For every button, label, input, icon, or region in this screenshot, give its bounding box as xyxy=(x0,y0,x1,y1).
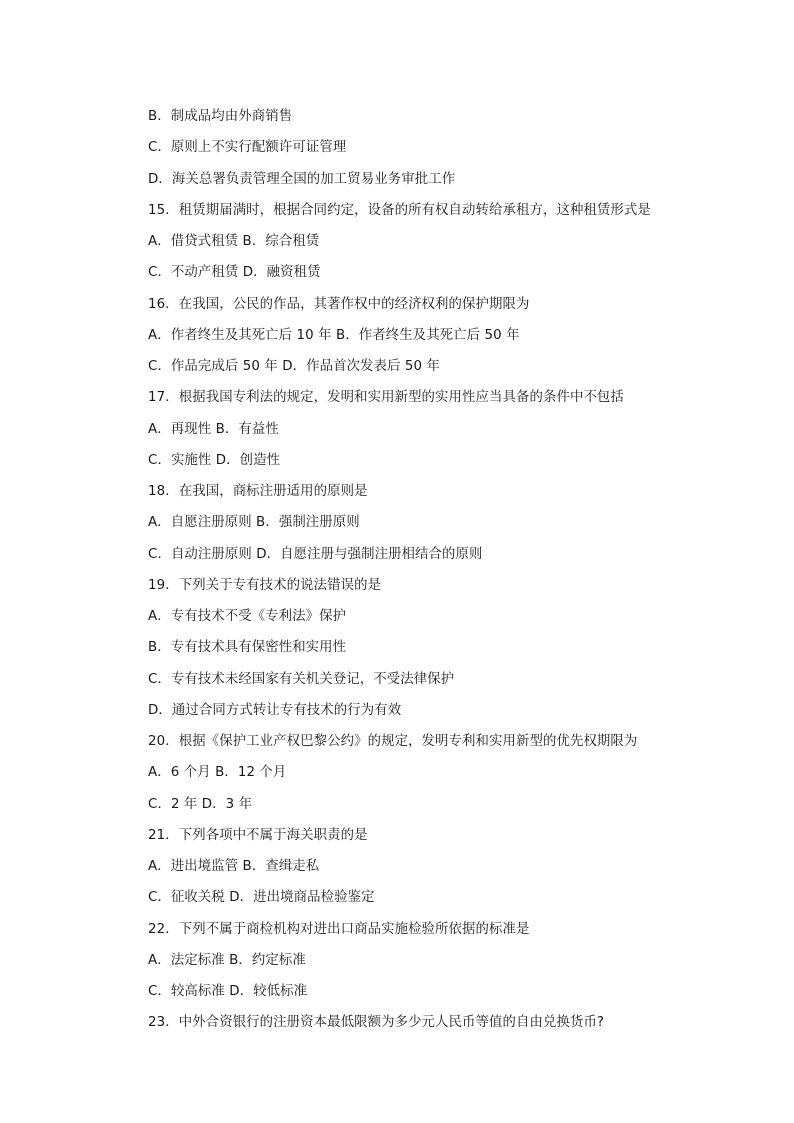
option-14-c: C．原则上不实行配额许可证管理 xyxy=(148,140,347,156)
options-20-ab: A．6 个月 B．12 个月 xyxy=(148,765,287,781)
option-19-b: B．专有技术具有保密性和实用性 xyxy=(148,640,347,656)
question-17: 17．根据我国专利法的规定，发明和实用新型的实用性应当具备的条件中不包括 xyxy=(148,390,624,406)
options-21-ab: A．进出境监管 B．查缉走私 xyxy=(148,859,320,874)
options-20-cd: C．2 年 D．3 年 xyxy=(148,796,253,812)
options-15-ab: A．借贷式租赁 B．综合租赁 xyxy=(148,234,320,249)
question-16: 16．在我国，公民的作品，其著作权中的经济权利的保护期限为 xyxy=(148,296,530,312)
option-14-b: B．制成品均由外商销售 xyxy=(148,109,293,124)
question-22: 22．下列不属于商检机构对进出口商品实施检验所依据的标准是 xyxy=(148,921,530,937)
options-22-cd: C．较高标准 D．较低标准 xyxy=(148,984,308,999)
question-15: 15．租赁期届满时，根据合同约定，设备的所有权自动转给承租方，这种租赁形式是 xyxy=(148,202,651,218)
option-19-c: C．专有技术未经国家有关机关登记，不受法律保护 xyxy=(148,671,455,687)
options-16-ab: A．作者终生及其死亡后 10 年 B．作者终生及其死亡后 50 年 xyxy=(148,327,520,343)
question-21: 21．下列各项中不属于海关职责的是 xyxy=(148,827,368,843)
options-21-cd: C．征收关税 D．进出境商品检验鉴定 xyxy=(148,890,375,906)
option-19-a: A．专有技术不受《专利法》保护 xyxy=(148,609,347,624)
options-22-ab: A．法定标准 B．约定标准 xyxy=(148,952,306,968)
options-18-cd: C．自动注册原则 D．自愿注册与强制注册相结合的原则 xyxy=(148,546,483,562)
option-14-d: D．海关总署负责管理全国的加工贸易业务审批工作 xyxy=(148,171,456,187)
question-text-block xyxy=(148,101,708,1039)
options-18-ab: A．自愿注册原则 B．强制注册原则 xyxy=(148,515,360,531)
question-18: 18．在我国，商标注册适用的原则是 xyxy=(148,484,368,499)
options-17-ab: A．再现性 B．有益性 xyxy=(148,421,279,437)
question-19: 19．下列关于专有技术的说法错误的是 xyxy=(148,577,382,593)
option-19-d: D．通过合同方式转让专有技术的行为有效 xyxy=(148,702,402,718)
options-17-cd: C．实施性 D．创造性 xyxy=(148,452,281,468)
question-23: 23．中外合资银行的注册资本最低限额为多少元人民币等值的自由兑换货币? xyxy=(148,1015,605,1031)
options-15-cd: C．不动产租赁 D．融资租赁 xyxy=(148,265,321,281)
options-16-cd: C．作品完成后 50 年 D．作品首次发表后 50 年 xyxy=(148,359,440,374)
question-20: 20．根据《保护工业产权巴黎公约》的规定，发明专利和实用新型的优先权期限为 xyxy=(148,734,638,749)
